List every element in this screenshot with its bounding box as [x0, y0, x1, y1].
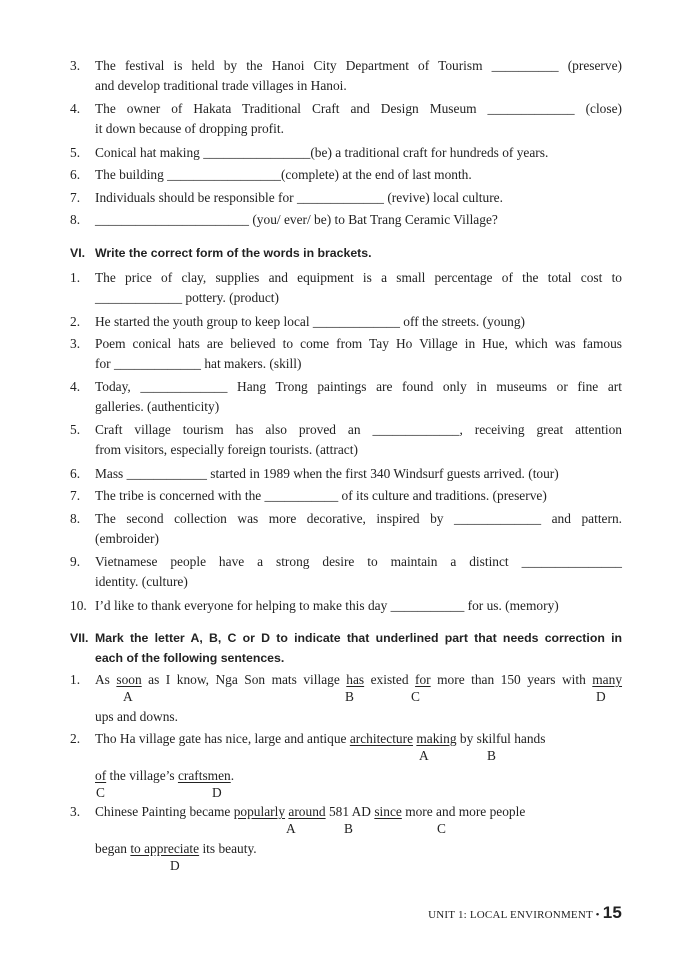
option-label-c: C — [437, 821, 446, 836]
question-text: The second collection was more decorative, inspired by _____________ and pattern. — [95, 511, 622, 526]
question-text: He started the youth group to keep local _____________ off the streets. (young) — [95, 314, 526, 329]
question-text: The building _________________(complete) at the end of last month. — [95, 167, 472, 182]
option-label-b: B — [345, 689, 354, 704]
question-text: Tho Ha village gate has nice, large and antique architecture making by skilful hands — [95, 731, 546, 746]
question-text: Poem conical hats are believed to come from Tay Ho Village in Hue, which was famous — [95, 336, 622, 351]
question-text-cont: identity. (culture) — [95, 574, 188, 589]
question-text: The tribe is concerned with the ___________ of its culture and traditions. (preserve) — [95, 488, 547, 503]
question-text: The price of clay, supplies and equipment is a small percentage of the total cost to — [95, 270, 622, 285]
option-label-a: A — [286, 821, 296, 836]
question-text: _______________________ (you/ ever/ be) to Bat Trang Ceramic Village? — [95, 212, 498, 227]
underlined-option-a: soon — [116, 672, 142, 687]
underlined-option-b: around — [288, 804, 326, 819]
underlined-option-a: architecture — [349, 731, 414, 746]
question-text: Mass ____________ started in 1989 when the first 340 Windsurf guests arrived. (tour) — [95, 466, 559, 481]
section-title: Mark the letter A, B, C or D to indicate that underlined part that needs correction in — [95, 631, 622, 645]
question-text-cont: ups and downs. — [95, 709, 178, 724]
question-number: 3. — [70, 336, 81, 351]
option-label-d: D — [212, 785, 222, 800]
question-text: I’d like to thank everyone for helping to make this day ___________ for us. (memory) — [95, 598, 559, 613]
footer-bullet: • — [595, 909, 600, 921]
question-text-cont: for _____________ hat makers. (skill) — [95, 356, 302, 371]
question-text: The owner of Hakata Traditional Craft and Design Museum _____________ (close) — [95, 101, 622, 116]
question-vii-2 — [70, 729, 622, 803]
question-text-cont: of the village’s craftsmen. — [95, 768, 235, 783]
underlined-option-c: of — [95, 768, 107, 783]
question-text-cont: (embroider) — [95, 531, 159, 546]
question-number: 5. — [70, 145, 81, 160]
unit-label: UNIT 1: LOCAL ENVIRONMENT — [428, 909, 593, 921]
question-number: 7. — [70, 488, 81, 503]
question-number: 9. — [70, 554, 81, 569]
question-text-cont: began to appreciate its beauty. — [95, 841, 257, 856]
question-text: Individuals should be responsible for _____________ (revive) local culture. — [95, 190, 503, 205]
question-number: 3. — [70, 804, 81, 819]
question-text-cont: galleries. (authenticity) — [95, 399, 220, 414]
question-text-cont: from visitors, especially foreign tourists. (attract) — [95, 442, 358, 457]
option-label-b: B — [487, 748, 496, 763]
question-text: Vietnamese people have a strong desire to maintain a distinct _______________ — [95, 554, 622, 569]
question-text-cont: _____________ pottery. (product) — [95, 290, 279, 305]
underlined-option-a: popularly — [233, 804, 286, 819]
question-number: 4. — [70, 379, 81, 394]
question-number: 7. — [70, 190, 81, 205]
question-vii-3 — [70, 802, 622, 876]
underlined-option-c: for — [415, 672, 431, 687]
question-number: 10. — [70, 598, 87, 613]
question-number: 6. — [70, 167, 81, 182]
page-number: 15 — [602, 903, 622, 922]
underlined-option-d: many — [592, 672, 623, 687]
question-text: Today, _____________ Hang Trong paintings are found only in museums or fine art — [95, 379, 622, 394]
section-number: VI. — [70, 246, 86, 260]
question-number: 3. — [70, 58, 81, 73]
underlined-option-b: making — [416, 731, 457, 746]
question-vii-1 — [70, 670, 622, 730]
option-label-d: D — [170, 858, 180, 873]
question-number: 5. — [70, 422, 81, 437]
question-text: The festival is held by the Hanoi City Department of Tourism __________ (preserve) — [95, 58, 622, 73]
question-number: 2. — [70, 314, 81, 329]
question-number: 1. — [70, 672, 81, 687]
option-label-c: C — [96, 785, 105, 800]
question-text-cont: and develop traditional trade villages in Hanoi. — [95, 78, 347, 93]
underlined-option-c: since — [374, 804, 402, 819]
question-number: 1. — [70, 270, 81, 285]
question-text: As soon as I know, Nga Son mats village has existed for more than 150 years with many — [95, 672, 623, 687]
underlined-option-d: craftsmen — [177, 768, 231, 783]
question-number: 8. — [70, 511, 81, 526]
section-title-cont: each of the following sentences. — [95, 651, 285, 665]
underlined-option-b: has — [346, 672, 365, 687]
option-label-c: C — [411, 689, 420, 704]
question-number: 2. — [70, 731, 81, 746]
section-number: VII. — [70, 631, 89, 645]
page-footer — [428, 903, 622, 923]
question-number: 6. — [70, 466, 81, 481]
section-title: Write the correct form of the words in brackets. — [95, 246, 372, 260]
question-number: 4. — [70, 101, 81, 116]
question-text-cont: it down because of dropping profit. — [95, 121, 284, 136]
option-label-a: A — [123, 689, 133, 704]
option-label-d: D — [596, 689, 606, 704]
option-label-b: B — [344, 821, 353, 836]
question-text: Chinese Painting became popularly around 581 AD since more and more people — [95, 804, 526, 819]
option-label-a: A — [419, 748, 429, 763]
underlined-option-d: to appreciate — [130, 841, 200, 856]
question-text: Craft village tourism has also proved an _____________, receiving great attention — [95, 422, 622, 437]
question-number: 8. — [70, 212, 81, 227]
question-text: Conical hat making ________________(be) a traditional craft for hundreds of years. — [95, 145, 549, 160]
